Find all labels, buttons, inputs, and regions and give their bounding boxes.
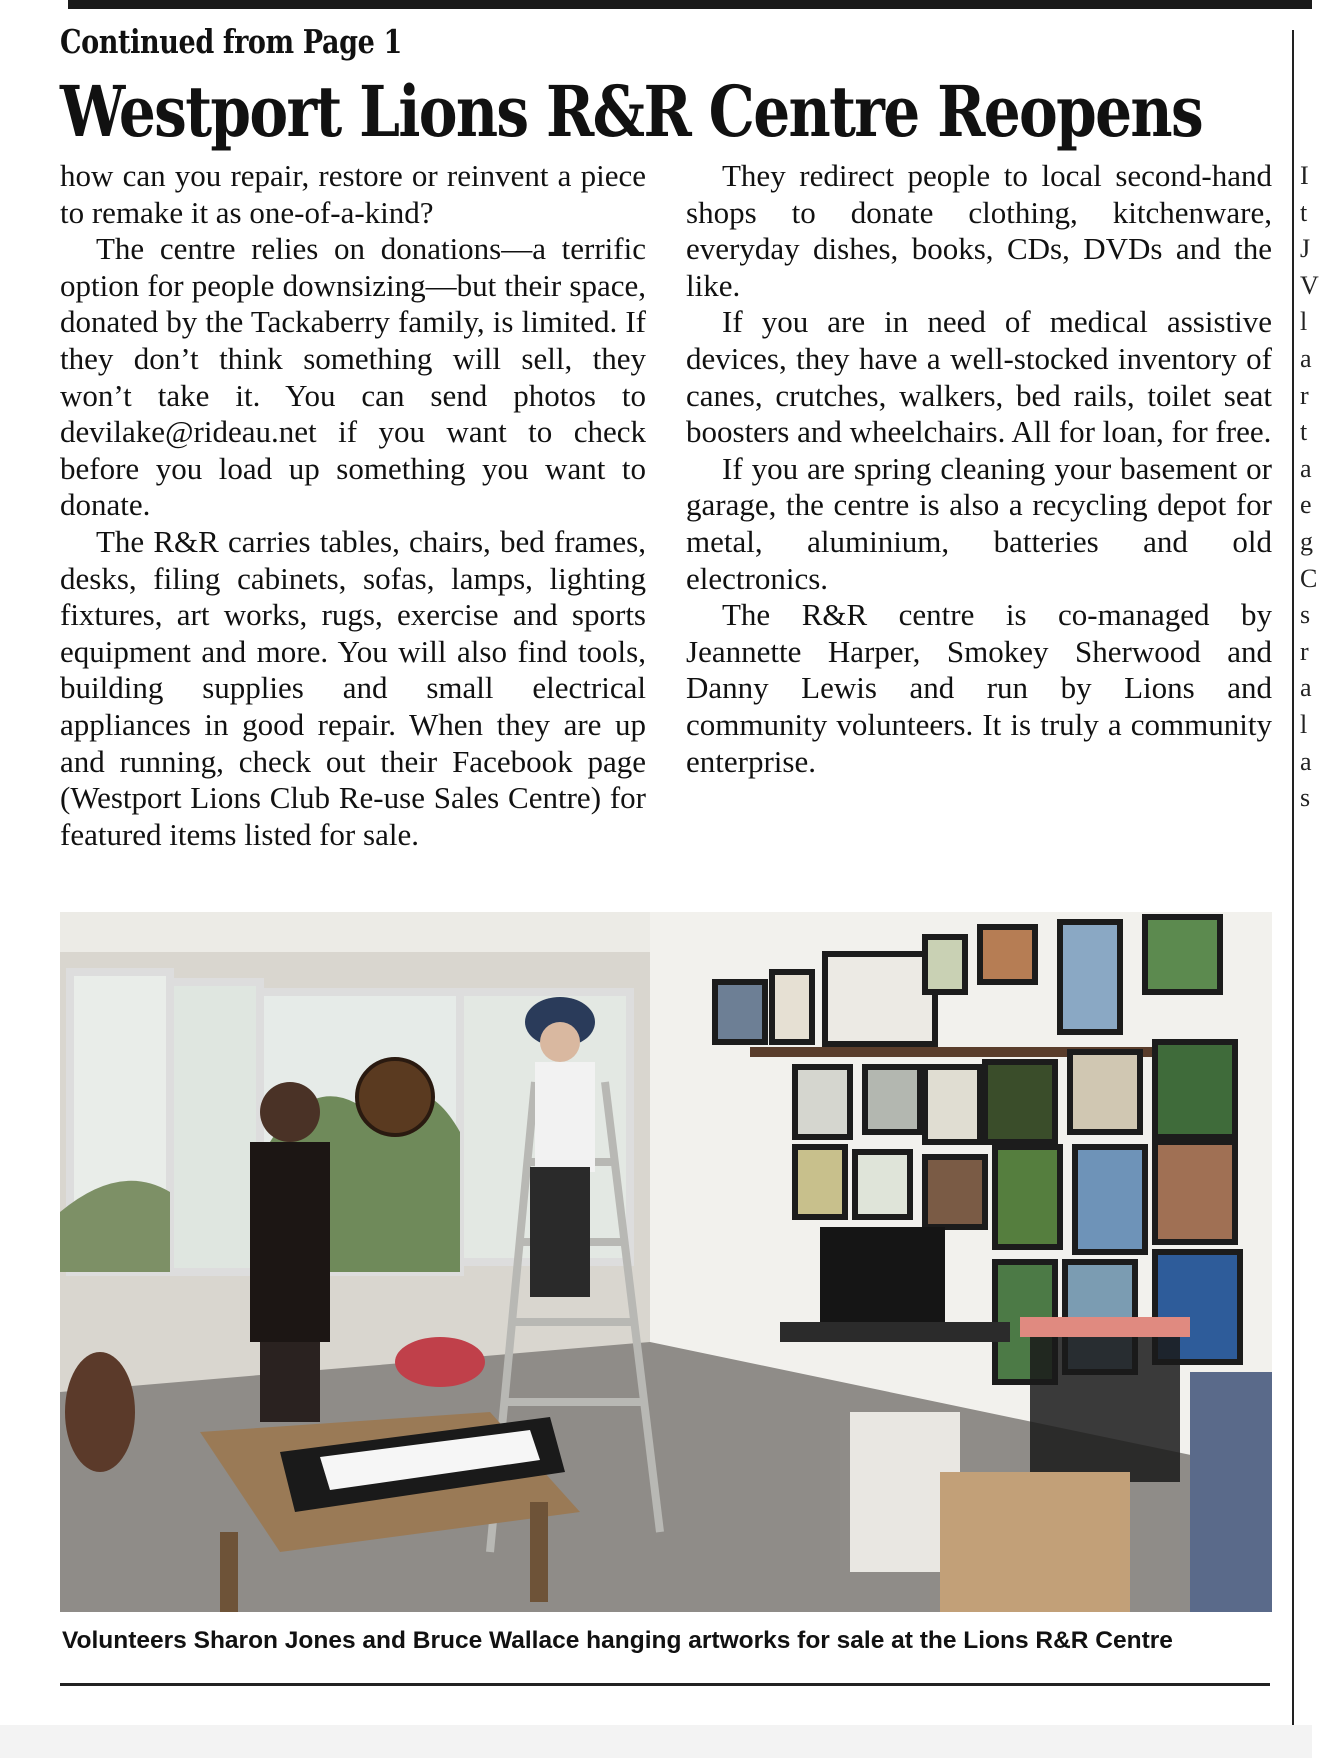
article-column-right [686, 158, 1272, 780]
column-divider-rule [1292, 30, 1294, 1730]
bottom-rule [60, 1683, 1270, 1686]
edge-letter: g [1300, 526, 1313, 556]
paragraph: If you are in need of medical assistive devices, they have a well-stocked inventory of canes, crutches, walkers, bed rails, toilet seat boosters and wheelchairs. All for loan, for free. [686, 304, 1272, 450]
page-margin-band [0, 1725, 1312, 1758]
edge-letter: a [1300, 746, 1312, 776]
paragraph: If you are spring cleaning your basement or garage, the centre is also a recycling depot for metal, aluminium, batteries and old electronics. [686, 450, 1272, 596]
photo-illustration [60, 912, 1272, 1612]
continued-kicker: Continued from Page 1 [60, 22, 402, 61]
paragraph: The centre relies on donations—a terrific option for people downsizing—but their space, donated by the Tackaberry family, is limited. If they don’t think something will sell, they won’t take it. You can send photos to devilake@rideau.net if you want to check before you load up something you want to donate. [60, 231, 646, 523]
edge-letter: r [1300, 380, 1309, 410]
edge-letter: V [1300, 270, 1319, 300]
edge-letter: J [1300, 234, 1311, 264]
edge-letter: r [1300, 636, 1309, 666]
photo-caption: Volunteers Sharon Jones and Bruce Wallace hanging artworks for sale at the Lions R&R Centre [62, 1627, 1173, 1654]
adjacent-column-fragment [1300, 158, 1319, 958]
edge-letter: l [1300, 709, 1308, 739]
edge-letter: l [1300, 307, 1308, 337]
paragraph: The R&R centre is co-managed by Jeannette Harper, Smokey Sherwood and Danny Lewis and run by Lions and community volunteers. It is truly a community enterprise. [686, 597, 1272, 779]
edge-letter: s [1300, 600, 1311, 630]
headline: Westport Lions R&R Centre Reopens [60, 70, 1203, 153]
paragraph: how can you repair, restore or reinvent a piece to remake it as one-of-a-kind? [60, 158, 646, 230]
article-column-left [60, 158, 646, 853]
top-rule [68, 0, 1312, 9]
paragraph: They redirect people to local second-hand shops to donate clothing, kitchenware, everyday dishes, books, CDs, DVDs and the like. [686, 158, 1272, 303]
article-photo [60, 912, 1272, 1612]
edge-letter: I [1300, 161, 1309, 190]
edge-letter: C [1300, 563, 1318, 593]
edge-letter: a [1300, 453, 1312, 483]
television [820, 1227, 945, 1322]
edge-letter: t [1300, 417, 1308, 447]
edge-letter: e [1300, 490, 1312, 520]
edge-letter: a [1300, 673, 1312, 703]
edge-letter: s [1300, 783, 1311, 813]
edge-letter: a [1300, 343, 1312, 373]
paragraph: The R&R carries tables, chairs, bed frames, desks, filing cabinets, sofas, lamps, lighting fixtures, art works, rugs, exercise and sports equipment and more. You will also find tools, building supplies and small electrical appliances in good repair. When they are up and running, check out their Facebook page (Westport Lions Club Re-use Sales Centre) for featured items listed for sale. [60, 523, 646, 852]
edge-letter: t [1300, 197, 1308, 227]
